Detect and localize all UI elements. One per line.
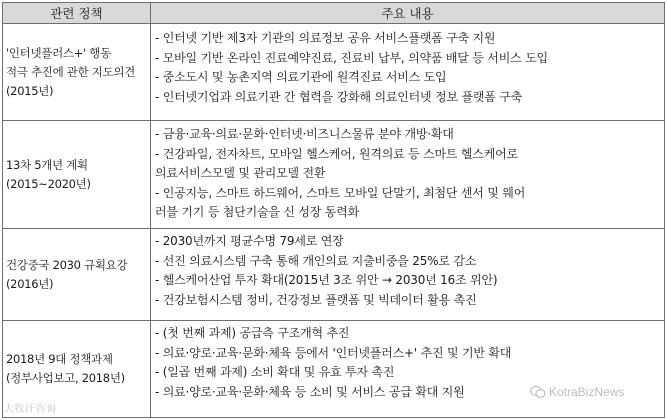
policy-name-line: 2018년 9대 정책과제 <box>6 352 113 366</box>
content-item: - (첫 번째 과제) 공급측 구조개혁 추진 <box>155 326 350 340</box>
content-item: - 의료·양로·교육·문화·체육 등 소비 및 서비스 공급 확대 지원 <box>155 384 465 399</box>
content-item: - 의료·양로·교육·문화·체육 등에서 '인터넷플러스+' 추진 및 기반 확대 <box>155 345 512 360</box>
content-item: - 건강보험시스템 정비, 건강정보 플랫폼 및 빅데이터 활용 촉진 <box>155 292 477 307</box>
content-item: - (일곱 번째 과제) 소비 확대 및 유효 투자 촉진 <box>155 365 395 379</box>
policy-year: (2015년) <box>6 83 54 98</box>
policy-name-line: 13차 5개년 계획 <box>6 157 88 172</box>
table-header-row <box>3 3 665 24</box>
table-row <box>3 24 665 121</box>
content-cell <box>151 229 665 321</box>
table-row <box>3 229 665 321</box>
watermark-right <box>530 385 624 399</box>
content-cell <box>151 321 665 418</box>
watermark-left: 大牧汗咨询 <box>4 404 57 415</box>
policy-year: (2015~2020년) <box>6 176 91 191</box>
content-item: - 금융·교육·의료·문화·인터넷·비즈니스물류 분야 개방·확대 <box>155 127 454 141</box>
content-item: - 건강파일, 전자차트, 모바일 헬스케어, 원격의료 등 스마트 헬스케어로 <box>155 146 518 161</box>
policy-year: (2016년) <box>6 276 54 291</box>
policy-name-line: 적극 추진에 관한 지도의견 <box>6 64 135 79</box>
content-item: - 인공지능, 스마트 하드웨어, 스마트 모바일 단말기, 최첨단 센서 및 웨어 <box>155 185 526 200</box>
policy-name-cell <box>3 24 151 121</box>
wechat-logo-icon <box>530 385 546 399</box>
content-cell <box>151 121 665 229</box>
watermark-right-text: KotraBizNews <box>549 385 625 399</box>
header-content: 주요 내용 <box>151 3 665 24</box>
policy-name-cell <box>3 121 151 229</box>
content-item: 의료서비스모델 및 관리모델 전환 <box>155 166 326 180</box>
content-item: - 선진 의료시스템 구축 통해 개인의료 지출비중을 25%로 감소 <box>155 253 477 268</box>
content-item: - 중소도시 및 농촌지역 의료기관에 원격진료 서비스 도입 <box>155 70 447 84</box>
policy-table <box>2 2 665 418</box>
content-item: - 헬스케어산업 투자 확대(2015년 3조 위안 → 2030년 16조 위안) <box>155 273 498 287</box>
content-cell <box>151 24 665 121</box>
policy-name-line: '인터넷플러스+' 행동 <box>6 45 111 60</box>
policy-name-line: 건강중국 2030 규획요강 <box>6 257 128 272</box>
content-item: - 2030년까지 평균수명 79세로 연장 <box>155 234 344 248</box>
content-item: - 인터넷기업과 의료기관 간 협력을 강화해 의료인터넷 정보 플랫폼 구축 <box>155 89 523 104</box>
content-item: - 모바일 기반 온라인 진료예약진료, 진료비 납부, 의약품 배달 등 서비스 도입 <box>155 50 548 65</box>
policy-name-cell <box>3 229 151 321</box>
content-item: - 인터넷 기반 제3자 기관의 의료정보 공유 서비스플랫폼 구축 지원 <box>155 31 496 45</box>
table-row <box>3 121 665 229</box>
table-row <box>3 321 665 418</box>
policy-year: (정부사업보고, 2018년) <box>6 371 125 385</box>
content-item: 러블 기기 등 첨단기술을 신 성장 동력화 <box>155 205 359 219</box>
header-policy: 관련 정책 <box>3 3 151 24</box>
